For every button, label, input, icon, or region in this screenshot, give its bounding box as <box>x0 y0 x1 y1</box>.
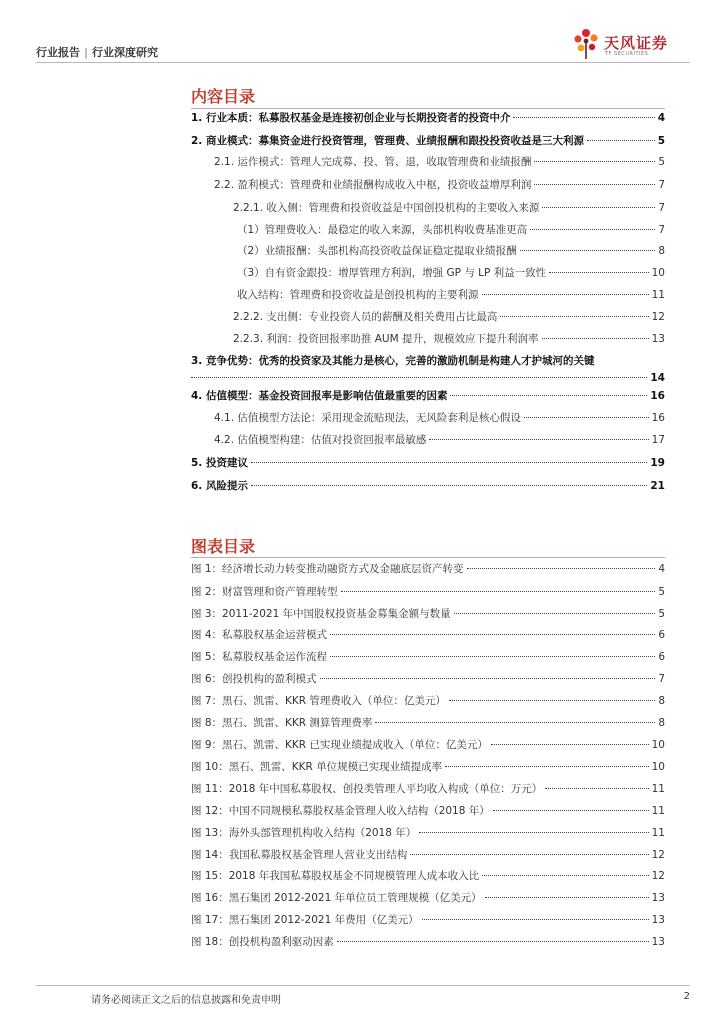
figure-entry[interactable] <box>191 671 665 687</box>
figure-entry-page: 6 <box>658 651 665 663</box>
dot-leader <box>251 485 647 486</box>
header-divider <box>36 62 690 63</box>
toc-entry-page: 13 <box>651 333 665 345</box>
figure-entry[interactable] <box>191 781 665 797</box>
dot-leader <box>191 377 647 378</box>
dot-leader <box>542 338 649 339</box>
toc-entry[interactable] <box>191 455 665 471</box>
toc-entry-title: 2.2.1. 收入侧：管理费和投资收益是中国创投机构的主要收入来源 <box>233 202 540 214</box>
figure-entry-title: 图 4：私募股权基金运营模式 <box>191 629 328 641</box>
figure-entry-page: 4 <box>658 563 665 575</box>
toc-entry[interactable] <box>214 432 665 448</box>
toc-entry-page: 4 <box>657 112 665 124</box>
dot-leader <box>445 766 649 767</box>
toc-entry-title: 2.1. 运作模式：管理人完成募、投、管、退，收取管理费和业绩报酬 <box>214 156 532 168</box>
figure-entry-title: 图 17：黑石集团 2012-2021 年费用（亿美元） <box>191 914 419 926</box>
logo-text: 天风证券 <box>604 34 669 52</box>
figure-entry[interactable] <box>191 693 665 709</box>
toc-entry-page: 21 <box>650 480 665 492</box>
dot-leader <box>410 854 648 855</box>
figure-entry-page: 11 <box>651 783 665 795</box>
dot-leader <box>513 117 654 118</box>
figure-entry-page: 13 <box>651 914 665 926</box>
toc-entry-title: 2.2.2. 支出侧：专业投资人员的薪酬及相关费用占比最高 <box>233 311 498 323</box>
dot-leader <box>429 439 648 440</box>
page-number: 2 <box>683 991 690 1002</box>
figure-entry-page: 10 <box>651 761 665 773</box>
dot-leader <box>587 140 655 141</box>
toc-entry[interactable] <box>237 265 665 281</box>
breadcrumb-report-subtype: 行业深度研究 <box>92 46 159 59</box>
figure-entry-title: 图 14：我国私募股权基金管理人营业支出结构 <box>191 849 408 861</box>
figure-entry-title: 图 12：中国不同规模私募股权基金管理人收入结构（2018 年） <box>191 805 490 817</box>
figure-entry[interactable] <box>191 912 665 928</box>
toc-entry-title: 4.1. 估值模型方法论：采用现金流贴现法，无风险套利是核心假设 <box>214 412 521 424</box>
dot-leader <box>482 875 648 876</box>
dot-leader <box>337 941 649 942</box>
flower-logo-icon <box>570 26 602 60</box>
footer-divider <box>36 985 690 986</box>
figure-entry-title: 图 1：经济增长动力转变推动融资方式及金融底层资产转变 <box>191 563 464 575</box>
toc-entry-title: 收入结构：管理费和投资收益是创投机构的主要利源 <box>237 289 479 301</box>
toc-entry-title: （1）管理费收入：最稳定的收入来源，头部机构收费基准更高 <box>237 224 528 236</box>
figure-entry[interactable] <box>191 890 665 906</box>
dot-leader <box>422 919 649 920</box>
toc-entry-title: （2）业绩报酬：头部机构高投资收益保证稳定提取业绩报酬 <box>237 245 517 257</box>
dot-leader <box>524 417 649 418</box>
figure-entry-page: 11 <box>651 805 665 817</box>
figure-entry-page: 5 <box>658 608 665 620</box>
figure-entry-title: 图 8：黑石、凯雷、KKR 测算管理费率 <box>191 717 373 729</box>
figure-entry-page: 8 <box>658 717 665 729</box>
dot-leader <box>493 810 649 811</box>
toc-entry[interactable] <box>233 331 665 347</box>
figure-entry[interactable] <box>191 825 665 841</box>
figure-entry[interactable] <box>191 803 665 819</box>
toc-entry-title: 5. 投资建议 <box>191 457 248 469</box>
dot-leader <box>467 568 656 569</box>
figure-entry-title: 图 6：创投机构的盈利模式 <box>191 673 317 685</box>
toc-entry-title: 2.2.3. 利润：投资回报率助推 AUM 提升，规模效应下提升利润率 <box>233 333 539 345</box>
toc-entry-page: 5 <box>658 156 665 168</box>
toc-entry[interactable] <box>233 309 665 325</box>
toc-entry-title: （3）自有资金跟投：增厚管理方利润，增强 GP 与 LP 利益一致性 <box>237 267 547 279</box>
toc-entry-page: 19 <box>650 457 665 469</box>
figure-entry[interactable] <box>191 649 665 665</box>
contents-title: 内容目录 <box>191 87 256 106</box>
figure-entry-page: 13 <box>651 892 665 904</box>
toc-entry-page: 10 <box>651 267 665 279</box>
logo-subtext: TF SECURITIES <box>605 51 649 57</box>
toc-entry-page: 7 <box>658 224 665 236</box>
dot-leader <box>534 184 655 185</box>
toc-entry-page: 5 <box>657 135 665 147</box>
figure-entry-page: 12 <box>651 870 665 882</box>
toc-entry[interactable] <box>191 110 665 126</box>
figure-entry-title: 图 15：2018 年我国私募股权基金不同规模管理人成本收入比 <box>191 870 480 882</box>
figure-entry[interactable] <box>191 627 665 643</box>
figure-entry-title: 图 10：黑石、凯雷、KKR 单位规模已实现业绩提成率 <box>191 761 443 773</box>
figure-entry-page: 6 <box>658 629 665 641</box>
dot-leader <box>419 832 648 833</box>
toc-entry-page: 7 <box>658 202 665 214</box>
dot-leader <box>450 395 647 396</box>
figure-entry-page: 7 <box>658 673 665 685</box>
figure-entry[interactable] <box>191 759 665 775</box>
toc-entry-page: 8 <box>658 245 665 257</box>
dot-leader <box>341 591 656 592</box>
figure-entry[interactable] <box>191 847 665 863</box>
figure-entry-title: 图 9：黑石、凯雷、KKR 已实现业绩提成收入（单位：亿美元） <box>191 739 488 751</box>
toc-entry[interactable] <box>233 200 665 216</box>
figure-entry[interactable] <box>191 606 665 622</box>
toc-entry-page: 16 <box>651 412 665 424</box>
toc-entry[interactable] <box>191 388 665 404</box>
dot-leader <box>534 161 655 162</box>
figure-entry-title: 图 18：创投机构盈利驱动因素 <box>191 936 334 948</box>
figure-entry[interactable] <box>191 868 665 884</box>
toc-entry-title: 1. 行业本质：私募股权基金是连接初创企业与长期投资者的投资中介 <box>191 112 511 124</box>
dot-leader <box>545 788 648 789</box>
dot-leader <box>485 897 649 898</box>
figures-title: 图表目录 <box>191 537 256 556</box>
toc-entry-page: 12 <box>651 311 665 323</box>
figure-entry-title: 图 5：私募股权基金运作流程 <box>191 651 328 663</box>
toc-entry-title: 4. 估值模型：基金投资回报率是影响估值最重要的因素 <box>191 390 448 402</box>
toc-entry[interactable] <box>237 287 665 303</box>
toc-entry[interactable] <box>191 353 665 387</box>
toc-entry-title: 6. 风险提示 <box>191 480 248 492</box>
dot-leader <box>251 462 647 463</box>
toc-entry[interactable] <box>191 133 665 149</box>
toc-entry[interactable] <box>237 222 665 238</box>
breadcrumb-report-type: 行业报告 <box>36 46 80 59</box>
dot-leader <box>482 294 649 295</box>
figure-entry-title: 图 13：海外头部管理机构收入结构（2018 年） <box>191 827 417 839</box>
dot-leader <box>375 722 655 723</box>
dot-leader <box>520 250 656 251</box>
dot-leader <box>500 316 648 317</box>
dot-leader <box>530 229 655 230</box>
breadcrumb-separator: | <box>84 46 89 59</box>
figure-entry-page: 12 <box>651 849 665 861</box>
toc-entry[interactable] <box>191 478 665 494</box>
toc-entry-title: 2.2. 盈利模式：管理费和业绩报酬构成收入中枢，投资收益增厚利润 <box>214 179 532 191</box>
toc-entry[interactable] <box>237 243 665 259</box>
toc-entry[interactable] <box>214 177 665 193</box>
toc-entry-page: 7 <box>658 179 665 191</box>
figure-entry-page: 11 <box>651 827 665 839</box>
dot-leader <box>330 656 655 657</box>
page-header <box>36 34 690 64</box>
footer-disclaimer: 请务必阅读正文之后的信息披露和免责申明 <box>91 995 281 1006</box>
toc-entry-page: 14 <box>650 372 665 384</box>
dot-leader <box>449 700 655 701</box>
contents-title-divider <box>191 108 665 109</box>
breadcrumb <box>36 44 158 60</box>
figure-entry-title: 图 7：黑石、凯雷、KKR 管理费收入（单位：亿美元） <box>191 695 446 707</box>
toc-entry[interactable] <box>214 410 665 426</box>
figure-entry[interactable] <box>191 934 665 950</box>
toc-entry[interactable] <box>214 154 665 170</box>
company-logo <box>570 26 690 62</box>
toc-entry-title: 2. 商业模式：募集资金进行投资管理，管理费、业绩报酬和跟投投资收益是三大利源 <box>191 135 584 147</box>
dot-leader <box>549 272 648 273</box>
dot-leader <box>491 744 649 745</box>
dot-leader <box>330 634 655 635</box>
figure-entry-title: 图 2：财富管理和资产管理转型 <box>191 586 338 598</box>
dot-leader <box>454 613 656 614</box>
toc-entry-title: 3. 竞争优势：优秀的投资家及其能力是核心，完善的激励机制是构建人才护城河的关键 <box>191 355 595 367</box>
figure-entry-title: 图 16：黑石集团 2012-2021 年单位员工管理规模（亿美元） <box>191 892 482 904</box>
figures-title-divider <box>191 557 665 558</box>
dot-leader <box>320 678 656 679</box>
figure-entry-page: 13 <box>651 936 665 948</box>
figure-entry[interactable] <box>191 737 665 753</box>
figure-entry-page: 10 <box>651 739 665 751</box>
toc-entry-page: 11 <box>651 289 665 301</box>
figure-entry[interactable] <box>191 584 665 600</box>
figure-entry-title: 图 3：2011-2021 年中国股权投资基金募集金额与数量 <box>191 608 451 620</box>
figure-entry[interactable] <box>191 715 665 731</box>
figure-entry-title: 图 11：2018 年中国私募股权、创投类管理人平均收入构成（单位：万元） <box>191 783 543 795</box>
toc-entry-page: 17 <box>651 434 665 446</box>
toc-entry-title: 4.2. 估值模型构建：估值对投资回报率最敏感 <box>214 434 427 446</box>
dot-leader <box>542 207 655 208</box>
figure-entry-page: 8 <box>658 695 665 707</box>
figure-entry-page: 5 <box>658 586 665 598</box>
figure-entry[interactable] <box>191 561 665 577</box>
toc-entry-page: 16 <box>650 390 665 402</box>
